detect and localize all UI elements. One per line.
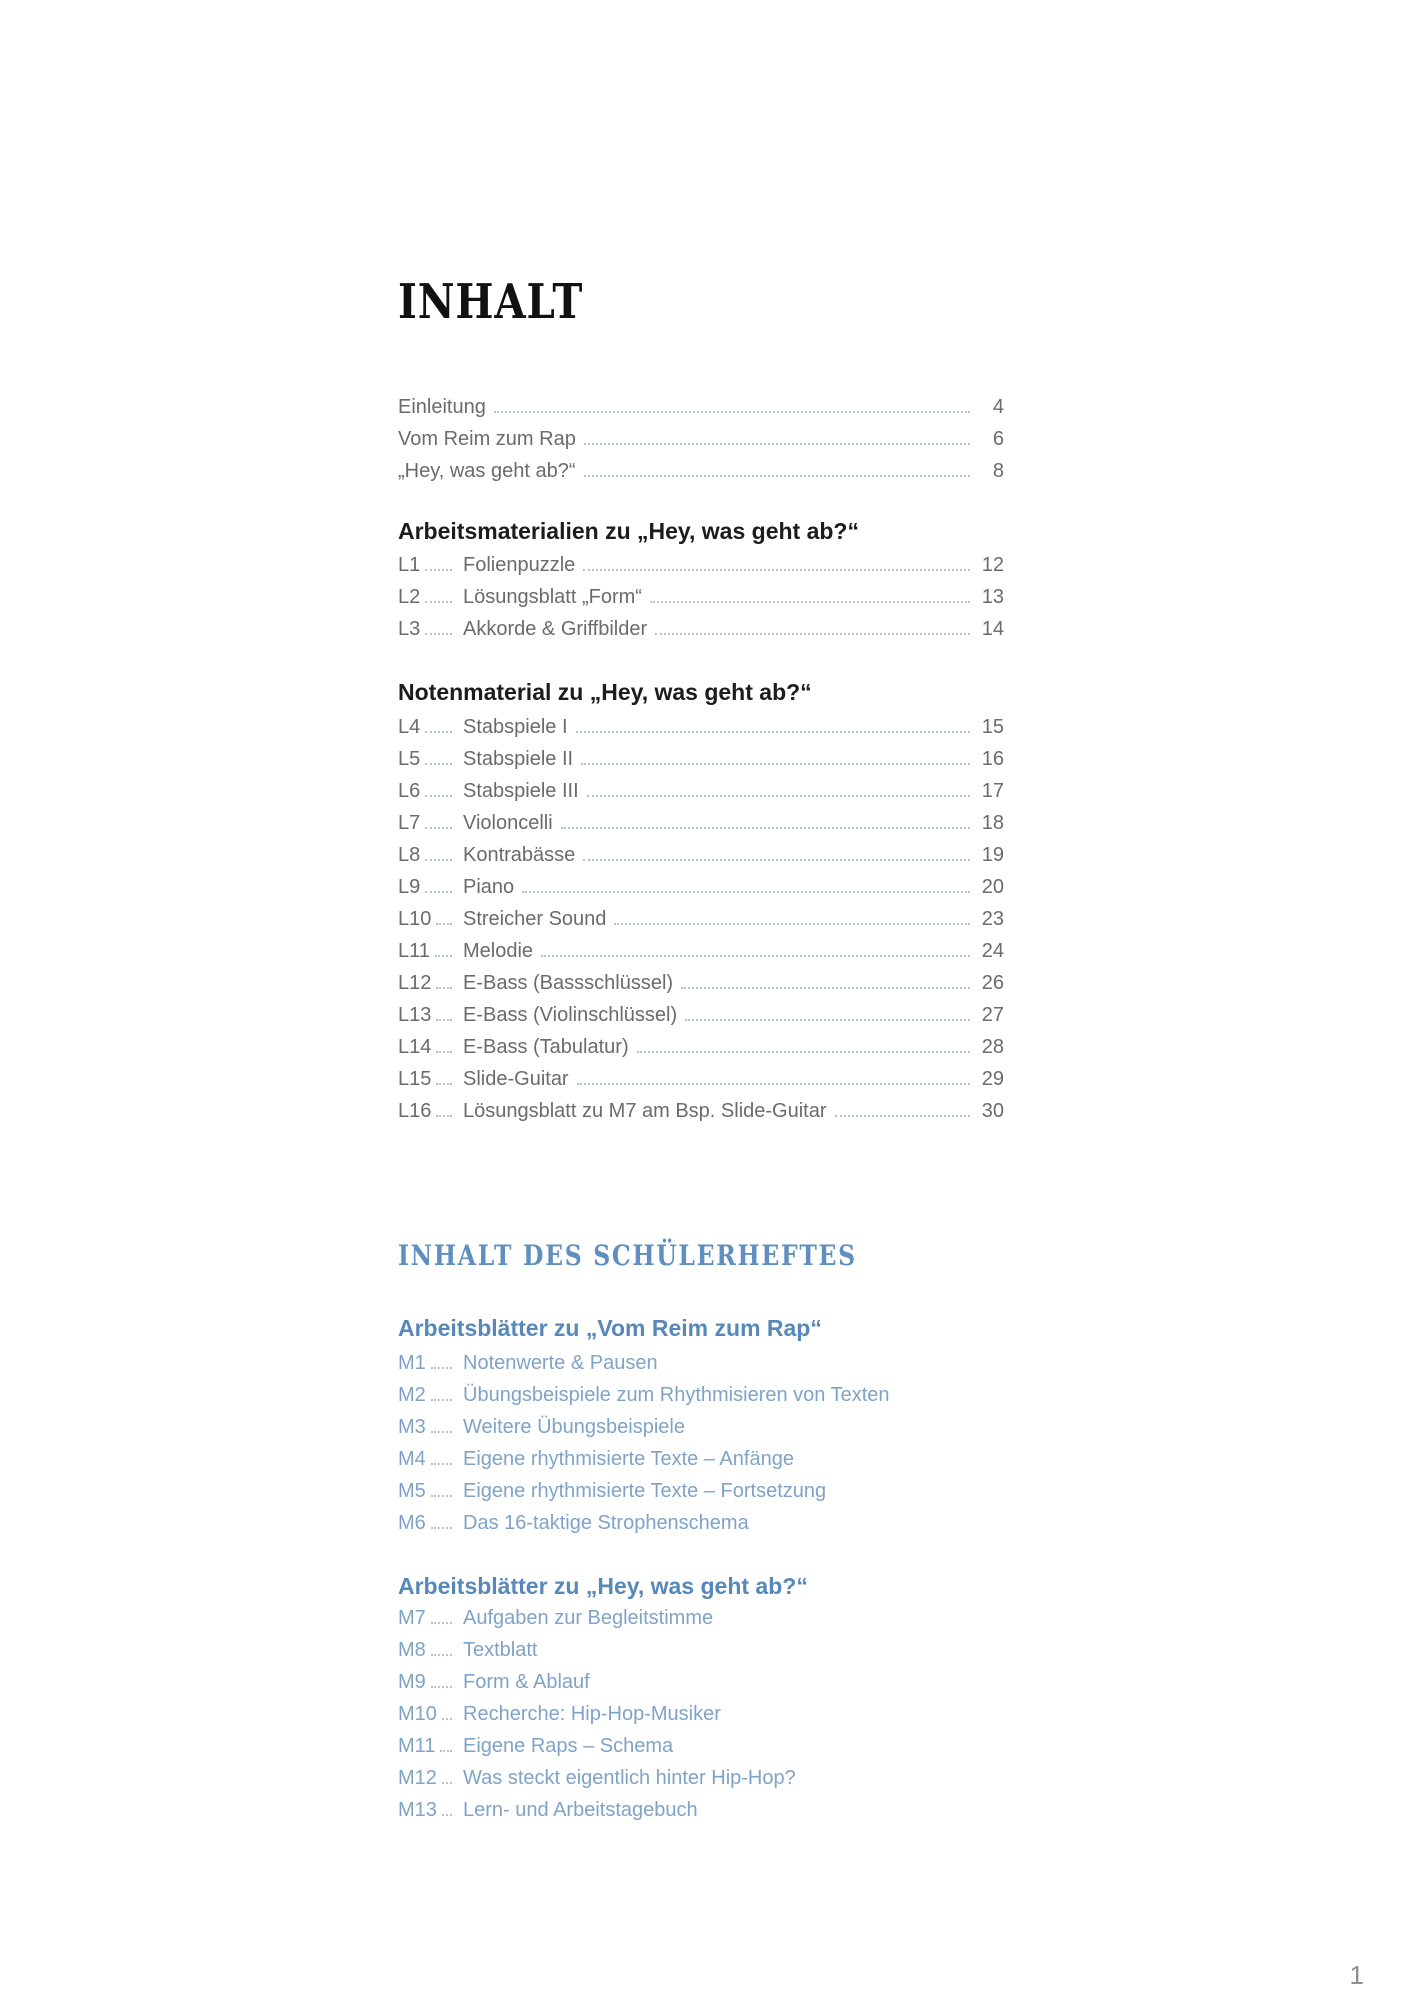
toc-row xyxy=(398,711,1004,743)
item-page-number: 15 xyxy=(981,715,1004,738)
item-code: M6 xyxy=(398,1511,426,1534)
toc-row xyxy=(398,1063,1004,1095)
section-heading: Arbeitsmaterialien zu „Hey, was geht ab?“ xyxy=(398,518,859,544)
code-leader-dots xyxy=(436,923,452,925)
code-leader-dots xyxy=(442,1814,452,1816)
item-code-column xyxy=(398,1639,463,1662)
item-code: M2 xyxy=(398,1383,426,1406)
item-label: Weitere Übungsbeispiele xyxy=(463,1415,685,1438)
item-code-column xyxy=(398,1799,463,1822)
toc-row xyxy=(398,1698,1004,1730)
leader-dots xyxy=(835,1115,970,1117)
toc-row xyxy=(398,1411,1004,1443)
item-code-column xyxy=(398,876,463,899)
toc-row xyxy=(398,1095,1004,1127)
code-leader-dots xyxy=(425,891,452,893)
item-code-column xyxy=(398,1607,463,1630)
item-page-number: 14 xyxy=(981,617,1004,640)
code-leader-dots xyxy=(425,763,452,765)
toc-row xyxy=(398,549,1004,581)
item-code-column xyxy=(398,1384,463,1407)
toc-list xyxy=(398,549,1004,645)
item-label: Lern- und Arbeitstagebuch xyxy=(463,1798,698,1821)
leader-dots xyxy=(584,443,970,445)
code-leader-dots xyxy=(436,1083,452,1085)
item-code-column xyxy=(398,1512,463,1535)
item-page-number: 4 xyxy=(992,395,1004,418)
item-code: M7 xyxy=(398,1606,426,1629)
code-leader-dots xyxy=(425,731,452,733)
item-page-number: 23 xyxy=(981,907,1004,930)
item-code-column xyxy=(398,1735,463,1758)
item-label: Stabspiele III xyxy=(463,779,579,802)
code-leader-dots xyxy=(425,859,452,861)
code-leader-dots xyxy=(431,1367,452,1369)
item-label: E-Bass (Violinschlüssel) xyxy=(463,1003,678,1026)
item-code: M5 xyxy=(398,1479,426,1502)
toc-row xyxy=(398,935,1004,967)
item-code-column xyxy=(398,972,463,995)
item-label: Das 16-taktige Strophenschema xyxy=(463,1511,749,1534)
item-label: Notenwerte & Pausen xyxy=(463,1351,658,1374)
code-leader-dots xyxy=(440,1750,452,1752)
code-leader-dots xyxy=(431,1431,452,1433)
item-label: Kontrabässe xyxy=(463,843,576,866)
toc-row xyxy=(398,839,1004,871)
item-page-number: 20 xyxy=(981,875,1004,898)
item-code: L5 xyxy=(398,747,421,770)
item-label: Eigene Raps – Schema xyxy=(463,1734,674,1757)
item-page-number: 29 xyxy=(981,1067,1004,1090)
code-leader-dots xyxy=(436,987,452,989)
item-code-column xyxy=(398,844,463,867)
code-leader-dots xyxy=(436,1019,452,1021)
item-code-column xyxy=(398,940,463,963)
item-code: M4 xyxy=(398,1447,426,1470)
item-code: L12 xyxy=(398,971,432,994)
item-code-column xyxy=(398,1352,463,1375)
leader-dots xyxy=(577,1083,970,1085)
toc-row xyxy=(398,999,1004,1031)
item-label: Violoncelli xyxy=(463,811,553,834)
item-page-number: 6 xyxy=(992,427,1004,450)
leader-dots xyxy=(494,411,970,413)
toc-row xyxy=(398,1730,1004,1762)
item-code-column xyxy=(398,1100,463,1123)
item-label: Übungsbeispiele zum Rhythmisieren von Texten xyxy=(463,1383,890,1406)
leader-dots xyxy=(637,1051,970,1053)
toc-section xyxy=(398,391,1004,487)
code-leader-dots xyxy=(425,795,452,797)
item-label: Akkorde & Griffbilder xyxy=(463,617,648,640)
leader-dots xyxy=(541,955,970,957)
toc-section xyxy=(398,1570,1004,1826)
item-code: L15 xyxy=(398,1067,432,1090)
leader-dots xyxy=(576,731,970,733)
toc-list xyxy=(398,391,1004,487)
item-label: Slide-Guitar xyxy=(463,1067,569,1090)
code-leader-dots xyxy=(431,1399,452,1401)
item-code-column xyxy=(398,1671,463,1694)
item-code: L1 xyxy=(398,553,421,576)
item-label: Was steckt eigentlich hinter Hip-Hop? xyxy=(463,1766,796,1789)
item-code-column xyxy=(398,812,463,835)
main-toc xyxy=(398,391,1004,1127)
item-code-column xyxy=(398,1767,463,1790)
student-booklet-title: INHALT DES SCHÜLERHEFTES xyxy=(398,1239,857,1272)
item-label: Vom Reim zum Rap xyxy=(398,427,576,450)
item-code-column xyxy=(398,554,463,577)
item-code: L9 xyxy=(398,875,421,898)
item-code: M9 xyxy=(398,1670,426,1693)
code-leader-dots xyxy=(431,1686,452,1688)
item-code: M8 xyxy=(398,1638,426,1661)
item-code: L10 xyxy=(398,907,432,930)
toc-row xyxy=(398,807,1004,839)
item-label: Einleitung xyxy=(398,395,486,418)
item-label: Eigene rhythmisierte Texte – Fortsetzung xyxy=(463,1479,827,1502)
item-code: L8 xyxy=(398,843,421,866)
item-label: Lösungsblatt zu M7 am Bsp. Slide-Guitar xyxy=(463,1099,827,1122)
item-page-number: 8 xyxy=(992,459,1004,482)
toc-list xyxy=(398,711,1004,1127)
leader-dots xyxy=(655,633,970,635)
code-leader-dots xyxy=(431,1654,452,1656)
section-heading: Arbeitsblätter zu „Vom Reim zum Rap“ xyxy=(398,1315,822,1341)
toc-row xyxy=(398,391,1004,423)
item-code-column xyxy=(398,716,463,739)
item-code-column xyxy=(398,1004,463,1027)
item-label: „Hey, was geht ab?“ xyxy=(398,459,576,482)
item-code-column xyxy=(398,1036,463,1059)
item-code: L13 xyxy=(398,1003,432,1026)
leader-dots xyxy=(583,569,970,571)
item-label: Streicher Sound xyxy=(463,907,607,930)
toc-row xyxy=(398,967,1004,999)
item-code: M3 xyxy=(398,1415,426,1438)
item-code-column xyxy=(398,1703,463,1726)
toc-row xyxy=(398,1794,1004,1826)
leader-dots xyxy=(584,475,971,477)
toc-page-content xyxy=(398,0,1004,1826)
leader-dots xyxy=(587,795,970,797)
leader-dots xyxy=(561,827,970,829)
item-label: Eigene rhythmisierte Texte – Anfänge xyxy=(463,1447,794,1470)
item-label: Aufgaben zur Begleitstimme xyxy=(463,1606,714,1629)
item-page-number: 17 xyxy=(981,779,1004,802)
item-code: L3 xyxy=(398,617,421,640)
code-leader-dots xyxy=(425,601,452,603)
leader-dots xyxy=(522,891,970,893)
item-label: Textblatt xyxy=(463,1638,538,1661)
item-code: L16 xyxy=(398,1099,432,1122)
item-page-number: 30 xyxy=(981,1099,1004,1122)
toc-row xyxy=(398,455,1004,487)
item-code-column xyxy=(398,586,463,609)
toc-section xyxy=(398,1312,1004,1539)
toc-row xyxy=(398,1475,1004,1507)
item-code: M1 xyxy=(398,1351,426,1374)
item-label: Stabspiele I xyxy=(463,715,568,738)
code-leader-dots xyxy=(425,827,452,829)
toc-row xyxy=(398,613,1004,645)
item-code: L11 xyxy=(398,939,430,962)
section-heading: Arbeitsblätter zu „Hey, was geht ab?“ xyxy=(398,1573,808,1599)
item-label: Stabspiele II xyxy=(463,747,574,770)
toc-section xyxy=(398,515,1004,645)
leader-dots xyxy=(681,987,970,989)
code-leader-dots xyxy=(431,1622,452,1624)
code-leader-dots xyxy=(425,633,452,635)
item-code: M13 xyxy=(398,1798,437,1821)
page-title: INHALT xyxy=(398,274,584,330)
item-label: Lösungsblatt „Form“ xyxy=(463,585,642,608)
item-label: Recherche: Hip-Hop-Musiker xyxy=(463,1702,721,1725)
item-code-column xyxy=(398,908,463,931)
student-booklet-toc xyxy=(398,1312,1004,1826)
code-leader-dots xyxy=(431,1463,452,1465)
item-page-number: 16 xyxy=(981,747,1004,770)
toc-section xyxy=(398,676,1004,1127)
item-code-column xyxy=(398,1068,463,1091)
toc-row xyxy=(398,903,1004,935)
leader-dots xyxy=(583,859,970,861)
leader-dots xyxy=(685,1019,970,1021)
leader-dots xyxy=(614,923,970,925)
item-code: L14 xyxy=(398,1035,432,1058)
section-heading: Notenmaterial zu „Hey, was geht ab?“ xyxy=(398,679,812,705)
toc-row xyxy=(398,1507,1004,1539)
item-code-column xyxy=(398,1480,463,1503)
item-code: M11 xyxy=(398,1734,436,1757)
item-page-number: 12 xyxy=(981,553,1004,576)
leader-dots xyxy=(650,601,970,603)
toc-row xyxy=(398,1347,1004,1379)
item-code: M12 xyxy=(398,1766,437,1789)
item-page-number: 28 xyxy=(981,1035,1004,1058)
code-leader-dots xyxy=(431,1495,452,1497)
leader-dots xyxy=(581,763,970,765)
item-label: Form & Ablauf xyxy=(463,1670,590,1693)
code-leader-dots xyxy=(436,1115,452,1117)
item-label: Folienpuzzle xyxy=(463,553,576,576)
item-code-column xyxy=(398,618,463,641)
item-label: E-Bass (Tabulatur) xyxy=(463,1035,629,1058)
item-code: L6 xyxy=(398,779,421,802)
code-leader-dots xyxy=(435,955,452,957)
toc-list xyxy=(398,1347,1004,1539)
item-code: M10 xyxy=(398,1702,437,1725)
item-code: L7 xyxy=(398,811,421,834)
code-leader-dots xyxy=(431,1527,452,1529)
toc-row xyxy=(398,1666,1004,1698)
item-page-number: 26 xyxy=(981,971,1004,994)
toc-row xyxy=(398,1634,1004,1666)
toc-row xyxy=(398,1031,1004,1063)
item-code: L4 xyxy=(398,715,421,738)
code-leader-dots xyxy=(436,1051,452,1053)
code-leader-dots xyxy=(425,569,452,571)
item-page-number: 27 xyxy=(981,1003,1004,1026)
toc-row xyxy=(398,1443,1004,1475)
item-label: Piano xyxy=(463,875,515,898)
toc-row xyxy=(398,1762,1004,1794)
code-leader-dots xyxy=(442,1718,452,1720)
item-page-number: 18 xyxy=(981,811,1004,834)
toc-row xyxy=(398,423,1004,455)
toc-list xyxy=(398,1602,1004,1826)
toc-row xyxy=(398,775,1004,807)
item-label: E-Bass (Bassschlüssel) xyxy=(463,971,674,994)
toc-row xyxy=(398,581,1004,613)
item-code-column xyxy=(398,1448,463,1471)
item-page-number: 19 xyxy=(981,843,1004,866)
toc-row xyxy=(398,871,1004,903)
toc-row xyxy=(398,743,1004,775)
item-page-number: 13 xyxy=(981,585,1004,608)
item-label: Melodie xyxy=(463,939,534,962)
code-leader-dots xyxy=(442,1782,452,1784)
item-code-column xyxy=(398,1416,463,1439)
item-code-column xyxy=(398,748,463,771)
item-code-column xyxy=(398,780,463,803)
toc-row xyxy=(398,1379,1004,1411)
item-page-number: 24 xyxy=(981,939,1004,962)
page-number: 1 xyxy=(1349,1960,1364,1990)
item-code: L2 xyxy=(398,585,421,608)
toc-row xyxy=(398,1602,1004,1634)
